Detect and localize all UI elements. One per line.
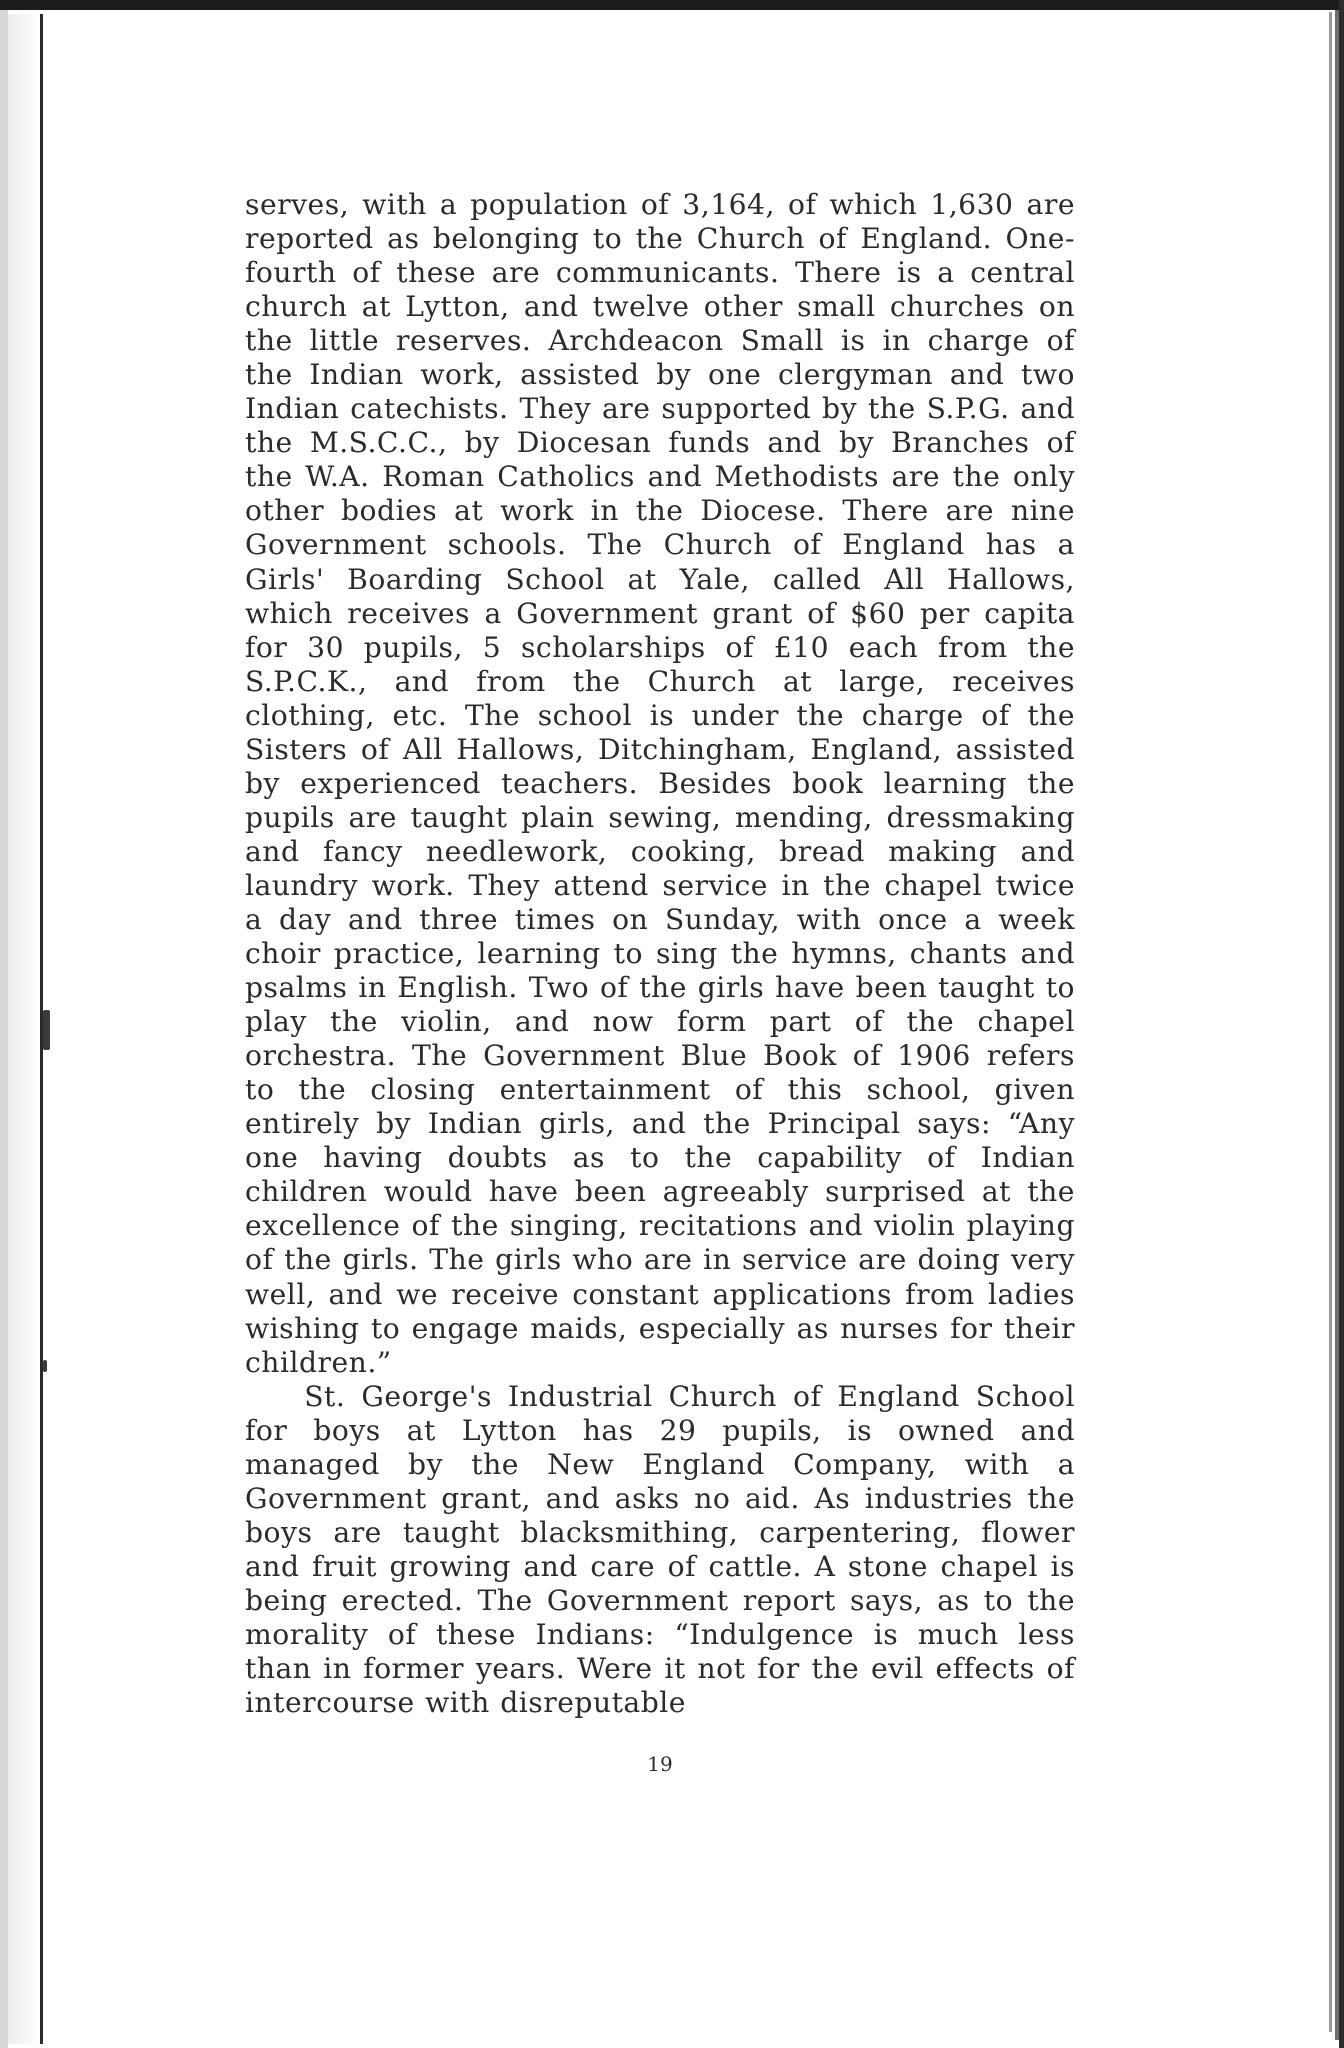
paragraph: serves, with a population of 3,164, of which 1,630 are reported as belonging to the Church of England. One-fourth of these are communicants. There is a central church at Lytton, and twelve other small churches on the little reserves. Archdeacon Small is in charge of the Indian work, assisted by one clergyman and two Indian catechists. They are supported by the S.P.G. and the M.S.C.C., by Diocesan funds and by Branches of the W.A. Roman Catholics and Methodists are the only other bodies at work in the Diocese. There are nine Government schools. The Church of England has a Girls' Boarding School at Yale, called All Hallows, which receives a Government grant of $60 per capita for 30 pupils, 5 scholarships of £10 each from the S.P.C.K., and from the Church at large, receives clothing, etc. The school is under the charge of the Sisters of All Hallows, Ditchingham, England, assisted by experienced teachers. Besides book learning the pupils are taught plain sewing, mending, dressmaking and fancy needlework, cooking, bread making and laundry work. They attend service in the chapel twice a day and three times on Sunday, with once a week choir practice, learning to sing the hymns, chants and psalms in English. Two of the girls have been taught to play the violin, and now form part of the chapel orchestra. The Government Blue Book of 1906 refers to the closing entertainment of this school, given entirely by Indian girls, and the Principal says: “Any one having doubts as to the capability of Indian children would have been agreeably surprised at the excellence of the singing, recitations and violin playing of the girls. The girls who are in service are doing very well, and we receive constant applications from ladies wishing to engage maids, especially as nurses for their children.” [245, 188, 1075, 1379]
binding-mark [43, 1360, 47, 1372]
paragraph: St. George's Industrial Church of England School for boys at Lytton has 29 pupils, is owned and managed by the New England Company, with a Government grant, and asks no aid. As industries the boys are taught blacksmithing, carpentering, flower and fruit growing and care of cattle. A stone chapel is being erected. The Government report says, as to the morality of these Indians: “Indulgence is much less than in former years. Were it not for the evil effects of intercourse with disreputable [245, 1379, 1075, 1720]
body-text [245, 188, 1075, 1720]
page-stack-edge [1329, 12, 1332, 2032]
scanner-top-band [0, 0, 1344, 10]
binding-mark [43, 1010, 50, 1050]
binding-shadow [8, 14, 40, 2044]
page-number: 19 [647, 1752, 673, 1776]
binding-edge [0, 10, 8, 2048]
page-stack-edge [1339, 0, 1344, 2048]
